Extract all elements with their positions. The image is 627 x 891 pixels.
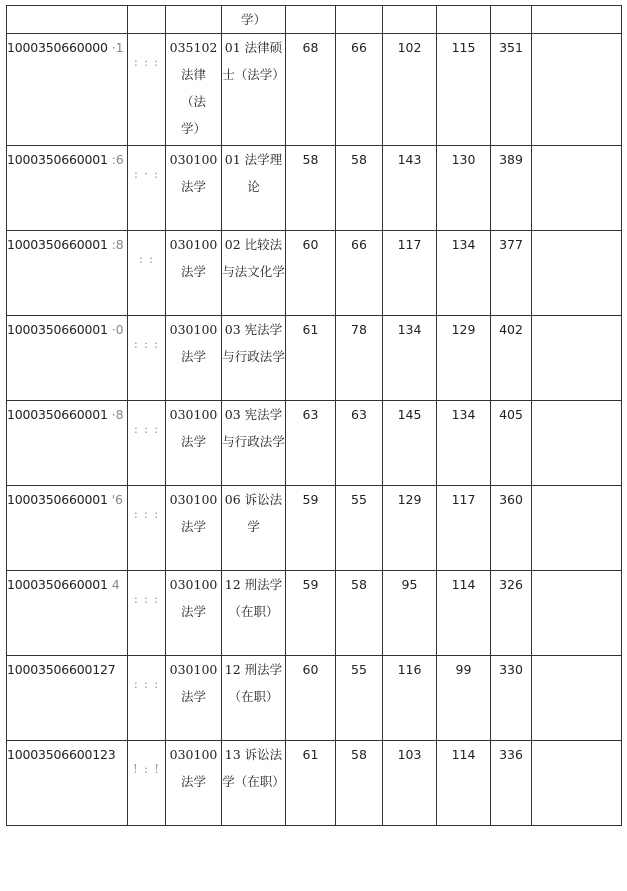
cell-research-direction: 03 宪法学与行政法学 (222, 316, 286, 401)
cell-score-4: 130 (437, 146, 491, 231)
cell-name-redacted (128, 231, 166, 316)
exam-id-redaction: ·0 (111, 322, 124, 337)
name-redaction: : · : (133, 166, 160, 181)
cell-score-3: 129 (383, 486, 437, 571)
cell-major-code (166, 571, 222, 656)
cell-exam-id (7, 231, 128, 316)
major-code-text: 030100 (169, 747, 218, 762)
name-redaction: : : (138, 251, 155, 266)
cell-score-1: 59 (286, 571, 336, 656)
cell-exam-id (7, 401, 128, 486)
cell-major-code (166, 231, 222, 316)
cell-research-direction: 01 法律硕士（法学） (222, 34, 286, 146)
cell-blank (128, 6, 166, 34)
cell-score-4: 99 (437, 656, 491, 741)
cell-name-redacted (128, 656, 166, 741)
cell-name-redacted (128, 741, 166, 826)
major-name-text: 法学 (180, 179, 206, 194)
cell-research-direction: 01 法学理论 (222, 146, 286, 231)
cell-score-3: 117 (383, 231, 437, 316)
cell-research-direction: 12 刑法学（在职） (222, 571, 286, 656)
table-row (7, 316, 622, 401)
cell-exam-id (7, 316, 128, 401)
cell-total: 389 (491, 146, 532, 231)
cell-research-direction: 03 宪法学与行政法学 (222, 401, 286, 486)
table-row (7, 571, 622, 656)
cell-score-1: 61 (286, 316, 336, 401)
major-code-text: 030100 (169, 322, 218, 337)
cell-score-4: 134 (437, 401, 491, 486)
cell-blank (336, 6, 383, 34)
major-name-text: 法学 (180, 689, 206, 704)
cell-name-redacted (128, 486, 166, 571)
name-redaction: : : : (133, 676, 160, 691)
table-row (7, 34, 622, 146)
cell-score-2: 66 (336, 34, 383, 146)
cell-score-4: 134 (437, 231, 491, 316)
cell-blank (532, 656, 622, 741)
major-code-text: 035102 (169, 40, 218, 55)
cell-score-1: 63 (286, 401, 336, 486)
cell-major-code (166, 401, 222, 486)
cell-exam-id (7, 741, 128, 826)
cell-major-code (166, 656, 222, 741)
cell-name-redacted (128, 34, 166, 146)
cell-score-3: 116 (383, 656, 437, 741)
cell-score-3: 102 (383, 34, 437, 146)
exam-id-text: 10003506600123 (7, 747, 116, 762)
cell-score-3: 145 (383, 401, 437, 486)
cell-score-2: 66 (336, 231, 383, 316)
cell-blank (532, 571, 622, 656)
cell-exam-id (7, 146, 128, 231)
exam-id-text: 1000350660001 (7, 407, 108, 422)
table-row (7, 146, 622, 231)
table-row (7, 656, 622, 741)
cell-score-4: 114 (437, 571, 491, 656)
exam-id-redaction: :8 (111, 237, 124, 252)
cell-score-2: 55 (336, 656, 383, 741)
cell-name-redacted (128, 146, 166, 231)
cell-score-4: 117 (437, 486, 491, 571)
cell-score-4: 114 (437, 741, 491, 826)
major-name-text: 法学 (180, 519, 206, 534)
table-body (7, 6, 622, 826)
cell-score-1: 68 (286, 34, 336, 146)
major-code-text: 030100 (169, 577, 218, 592)
cell-blank (286, 6, 336, 34)
cell-exam-id (7, 486, 128, 571)
major-name-text: 法学 (180, 604, 206, 619)
cell-score-1: 60 (286, 656, 336, 741)
table-row (7, 401, 622, 486)
name-redaction: : : : (133, 336, 160, 351)
score-table (6, 5, 622, 826)
cell-blank (383, 6, 437, 34)
cell-research-direction: 13 诉讼法学（在职） (222, 741, 286, 826)
name-redaction: : : : (133, 506, 160, 521)
cell-major-code (166, 486, 222, 571)
cell-research-direction: 12 刑法学（在职） (222, 656, 286, 741)
cell-blank (437, 6, 491, 34)
name-redaction: : : : (133, 54, 160, 69)
cell-total: 377 (491, 231, 532, 316)
name-redaction: : : : (133, 421, 160, 436)
exam-id-text: 1000350660001 (7, 152, 108, 167)
exam-id-redaction: '6 (111, 492, 123, 507)
cell-total: 360 (491, 486, 532, 571)
exam-id-redaction: :6 (111, 152, 124, 167)
exam-id-text: 1000350660001 (7, 492, 108, 507)
cell-total: 336 (491, 741, 532, 826)
name-redaction: : : : (133, 591, 160, 606)
cell-score-2: 58 (336, 571, 383, 656)
major-name-text: 法律（法学） (180, 67, 206, 136)
cell-research-direction: 02 比较法与法文化学 (222, 231, 286, 316)
cell-blank (532, 146, 622, 231)
exam-id-text: 1000350660001 (7, 237, 108, 252)
major-code-text: 030100 (169, 407, 218, 422)
major-code-text: 030100 (169, 492, 218, 507)
cell-score-2: 63 (336, 401, 383, 486)
cell-direction-tail: 学） (222, 6, 286, 34)
cell-name-redacted (128, 571, 166, 656)
exam-id-text: 1000350660001 (7, 577, 108, 592)
cell-blank (491, 6, 532, 34)
major-name-text: 法学 (180, 264, 206, 279)
cell-total: 351 (491, 34, 532, 146)
cell-score-4: 115 (437, 34, 491, 146)
cell-score-3: 134 (383, 316, 437, 401)
cell-major-code (166, 146, 222, 231)
cell-major-code (166, 316, 222, 401)
cell-exam-id (7, 571, 128, 656)
cell-exam-id (7, 34, 128, 146)
cell-total: 326 (491, 571, 532, 656)
table-row (7, 486, 622, 571)
exam-id-redaction: ·1 (111, 40, 124, 55)
cell-major-code (166, 741, 222, 826)
cell-score-3: 143 (383, 146, 437, 231)
cell-blank (7, 6, 128, 34)
major-name-text: 法学 (180, 349, 206, 364)
cell-exam-id (7, 656, 128, 741)
exam-id-redaction: ·8 (111, 407, 124, 422)
cell-total: 402 (491, 316, 532, 401)
cell-blank (532, 316, 622, 401)
table-row (7, 231, 622, 316)
major-code-text: 030100 (169, 662, 218, 677)
table-row (7, 741, 622, 826)
cell-blank (532, 401, 622, 486)
cell-blank (532, 34, 622, 146)
cell-score-1: 60 (286, 231, 336, 316)
cell-blank (166, 6, 222, 34)
major-code-text: 030100 (169, 237, 218, 252)
cell-blank (532, 486, 622, 571)
cell-score-1: 58 (286, 146, 336, 231)
cell-total: 330 (491, 656, 532, 741)
cell-score-2: 78 (336, 316, 383, 401)
major-name-text: 法学 (180, 434, 206, 449)
table-row-fragment (7, 6, 622, 34)
cell-score-1: 59 (286, 486, 336, 571)
cell-blank (532, 231, 622, 316)
cell-total: 405 (491, 401, 532, 486)
exam-id-text: 1000350660001 (7, 322, 108, 337)
name-redaction: ! : ! (132, 761, 161, 776)
cell-blank (532, 6, 622, 34)
cell-score-2: 58 (336, 146, 383, 231)
exam-id-text: 1000350660000 (7, 40, 108, 55)
cell-score-4: 129 (437, 316, 491, 401)
cell-score-2: 58 (336, 741, 383, 826)
cell-name-redacted (128, 316, 166, 401)
exam-id-redaction: 4 (111, 577, 120, 592)
cell-name-redacted (128, 401, 166, 486)
cell-score-2: 55 (336, 486, 383, 571)
cell-blank (532, 741, 622, 826)
exam-id-text: 10003506600127 (7, 662, 116, 677)
cell-score-3: 95 (383, 571, 437, 656)
major-name-text: 法学 (180, 774, 206, 789)
major-code-text: 030100 (169, 152, 218, 167)
cell-score-3: 103 (383, 741, 437, 826)
cell-major-code (166, 34, 222, 146)
cell-score-1: 61 (286, 741, 336, 826)
cell-research-direction: 06 诉讼法学 (222, 486, 286, 571)
